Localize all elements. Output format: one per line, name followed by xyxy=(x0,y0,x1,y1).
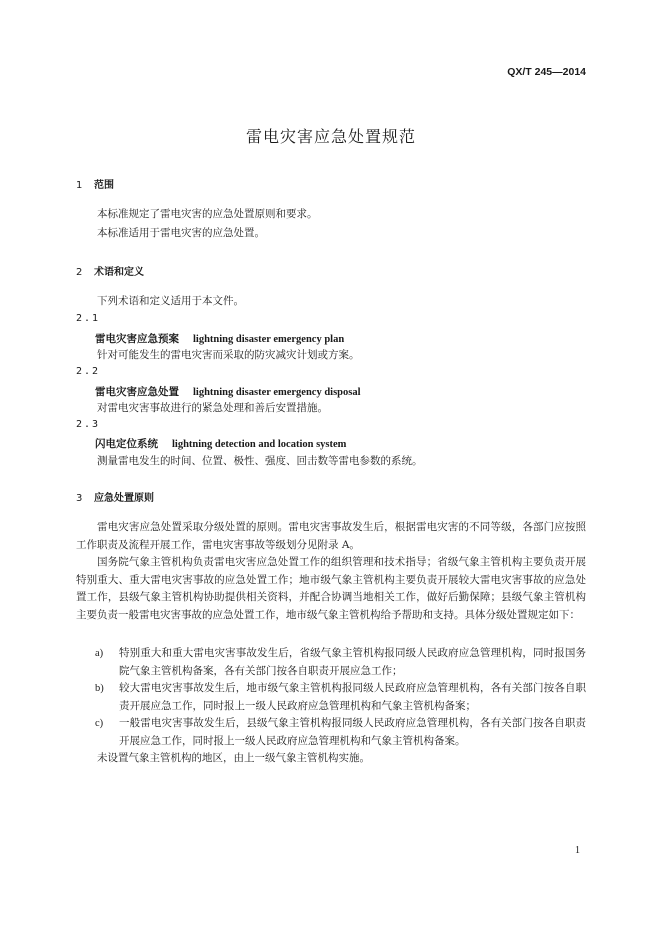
term-definition: 针对可能发生的雷电灾害而采取的防灾减灾计划或方案。 xyxy=(97,349,360,361)
list-item xyxy=(95,680,586,715)
section-number: 3 xyxy=(76,493,83,504)
paragraph: 下列术语和定义适用于本文件。 xyxy=(97,295,244,307)
list-marker: c) xyxy=(95,718,104,729)
section-1-heading xyxy=(76,176,114,191)
section-3-paragraphs xyxy=(76,519,586,624)
section-2-heading xyxy=(76,263,144,278)
section-number: 2 xyxy=(76,267,83,278)
term-chinese: 闪电定位系统 xyxy=(95,438,158,450)
term-english: lightning disaster emergency plan xyxy=(193,334,345,345)
term-chinese: 雷电灾害应急处置 xyxy=(95,386,179,398)
list-item-text: 较大雷电灾害事故发生后，地市级气象主管机构报同级人民政府应急管理机构，各有关部门按各自职责开展应急工作，同时报上一级人民政府应急管理机构和气象主管机构备案； xyxy=(119,682,586,712)
term-entry xyxy=(95,384,361,399)
paragraph: 本标准规定了雷电灾害的应急处置原则和要求。 xyxy=(97,208,318,220)
section-3-heading xyxy=(76,489,154,504)
list-item xyxy=(95,645,586,680)
list-item-text: 特别重大和重大雷电灾害事故发生后，省级气象主管机构报同级人民政府应急管理机构，同时报国务院气象主管机构备案，各有关部门按各自职责开展应急工作； xyxy=(119,647,586,677)
standard-code: QX/T 245—2014 xyxy=(507,66,586,78)
term-number: 2.1 xyxy=(76,313,101,324)
term-number: 2.3 xyxy=(76,419,101,430)
page-number: 1 xyxy=(575,845,580,856)
paragraph: 雷电灾害应急处置采取分级处置的原则。雷电灾害事故发生后，根据雷电灾害的不同等级，各部门应按照工作职责及流程开展工作，雷电灾害事故等级划分见附录 A。 xyxy=(76,521,586,551)
paragraph: 未设置气象主管机构的地区，由上一级气象主管机构实施。 xyxy=(97,752,370,764)
paragraph: 国务院气象主管机构负责雷电灾害应急处置工作的组织管理和技术指导；省级气象主管机构主要负责开展特别重大、重大雷电灾害事故的应急处置工作；地市级气象主管机构主要负责开展较大雷电灾害事故的应急处置工作，县级气象主管机构协助提供相关资料，并配合协调当地相关工作，做好后勤保障；县级气象主管机构主要负责一般雷电灾害事故的应急处置工作，地市级气象主管机构给予帮助和支持。具体分级处置规定如下： xyxy=(76,556,586,621)
term-chinese: 雷电灾害应急预案 xyxy=(95,333,179,345)
term-number: 2.2 xyxy=(76,366,101,377)
document-title: 雷电灾害应急处置规范 xyxy=(245,127,416,146)
term-definition: 对雷电灾害事故进行的紧急处理和善后安置措施。 xyxy=(97,402,328,414)
section-title: 应急处置原则 xyxy=(94,493,154,504)
term-entry xyxy=(95,331,344,346)
term-english: lightning disaster emergency disposal xyxy=(193,387,361,398)
list-marker: b) xyxy=(95,683,104,694)
term-english: lightning detection and location system xyxy=(172,439,347,450)
section-title: 术语和定义 xyxy=(94,267,144,278)
list-item-text: 一般雷电灾害事故发生后，县级气象主管机构报同级人民政府应急管理机构，各有关部门按各自职责开展应急工作，同时报上一级人民政府应急管理机构和气象主管机构备案。 xyxy=(119,717,586,747)
section-title: 范围 xyxy=(94,180,114,191)
list-item xyxy=(95,715,586,750)
term-entry xyxy=(95,436,346,451)
section-number: 1 xyxy=(76,180,83,191)
term-definition: 测量雷电发生的时间、位置、极性、强度、回击数等雷电参数的系统。 xyxy=(97,455,423,467)
list-marker: a) xyxy=(95,648,104,659)
paragraph: 本标准适用于雷电灾害的应急处置。 xyxy=(97,227,265,239)
